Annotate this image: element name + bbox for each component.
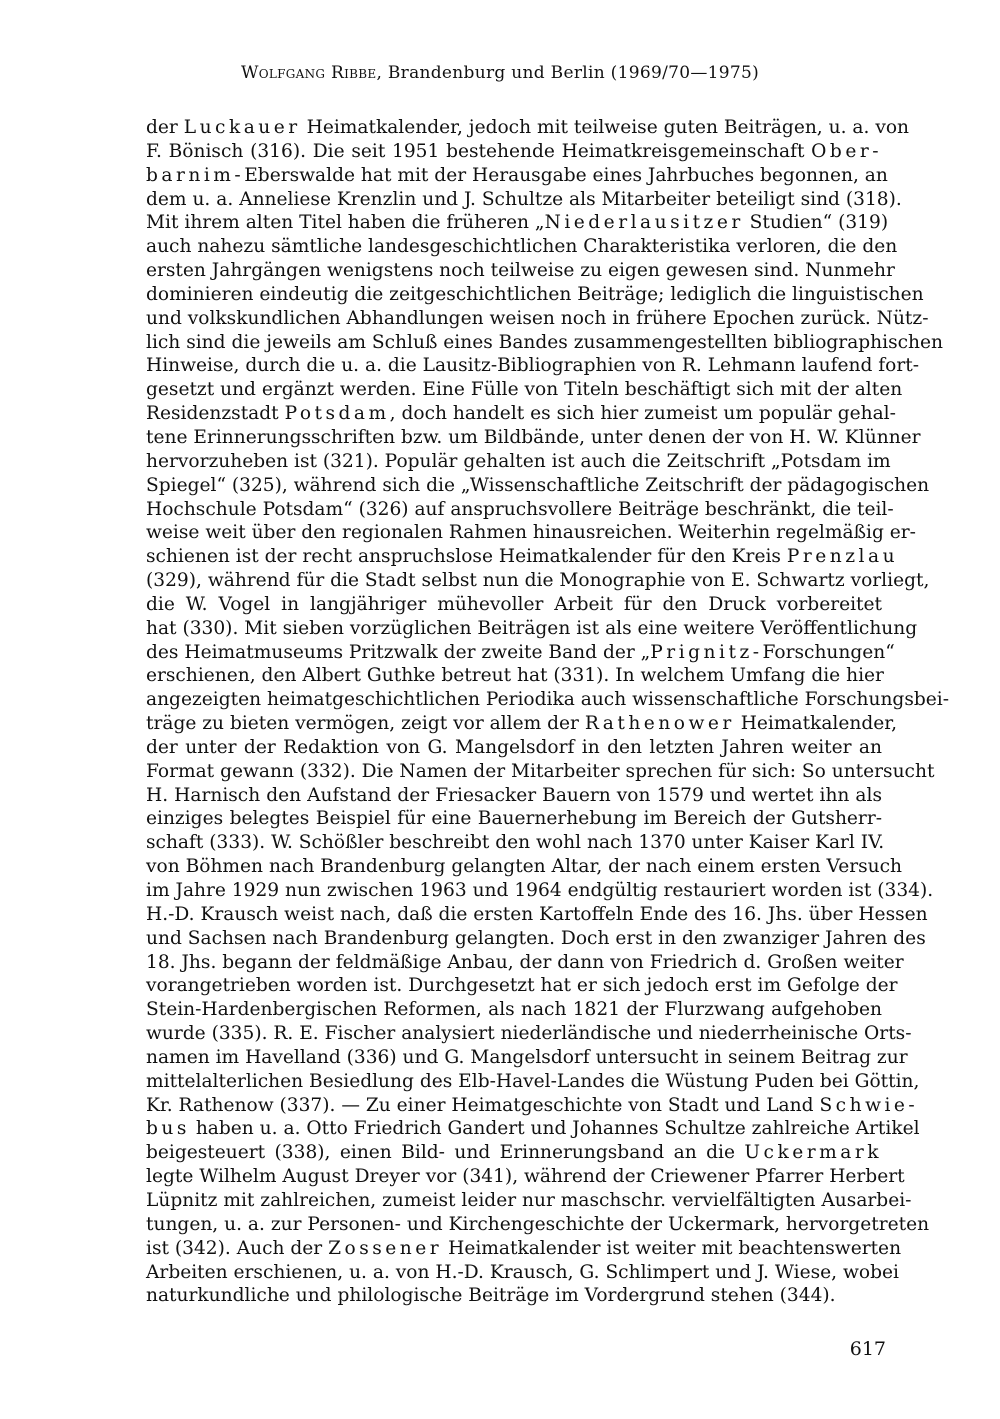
text-run: schaft (333). W. Schößler beschreibt den wohl nach 1370 unter Kaiser Karl IV. [146,832,885,854]
text-line [146,641,895,665]
body-text [146,116,950,1308]
text-run: Hochschule Potsdam“ (326) auf anspruchsvollere Beiträge beschränkt, die teil- [146,498,894,520]
text-run: Studien“ (319) [743,212,889,234]
text-run: (329), während für die Stadt selbst nun die Monographie von E. Schwartz vorliegt, [146,570,930,592]
text-line [146,1237,902,1261]
text-line [146,498,894,522]
text-run: Heimatkalender ist weiter mit beachtenswerten [442,1237,902,1259]
text-run: träge zu bieten vermögen, zeigt vor allem der [146,713,585,735]
text-run: , doch handelt es sich hier zumeist um populär gehal- [389,403,896,425]
text-line [146,259,895,283]
text-run: Kr. Rathenow (337). — Zu einer Heimatgeschichte von Stadt und Land [146,1094,820,1116]
text-run: tungen, u. a. zur Personen- und Kirchengeschichte der Uckermark, hervorgetreten [146,1213,930,1235]
spaced-emphasis: Prenzlau [786,546,899,568]
text-line [146,1046,908,1070]
text-line [146,903,928,927]
text-run: ersten Jahrgängen wenigstens noch teilweise zu eigen gewesen sind. Nunmehr [146,260,895,282]
text-run: hat (330). Mit sieben vorzüglichen Beiträgen ist als eine weitere Veröffentlichung [146,617,918,639]
spaced-emphasis: Luckauer [183,117,301,138]
text-run: die W. Vogel in langjähriger mühevoller Arbeit für den Druck vorbereitet [146,593,882,615]
spaced-emphasis: Niederlausitzer [544,212,744,234]
text-run: dem u. a. Anneliese Krenzlin und J. Schultze als Mitarbeiter beteiligt sind (318). [146,188,902,210]
text-line [146,188,902,212]
text-run: haben u. a. Otto Friedrich Gandert und Johannes Schultze zahlreiche Artikel [189,1118,920,1140]
text-run: und Sachsen nach Brandenburg gelangten. Doch erst in den zwanziger Jahren des [146,927,926,949]
text-run: erschienen, den Albert Guthke betreut hat (331). In welchem Umfang die hier [146,665,884,687]
text-run: einziges belegtes Beispiel für eine Bauernerhebung im Bereich der Gutsherr- [146,808,882,830]
text-run: vorangetrieben worden ist. Durchgesetzt hat er sich jedoch erst im Gefolge der [146,975,898,997]
text-line [146,354,920,378]
text-run: Hinweise, durch die u. a. die Lausitz-Bibliographien von R. Lehmann laufend fort- [146,355,920,377]
text-run: Format gewann (332). Die Namen der Mitarbeiter sprechen für sich: So untersucht [146,760,935,782]
text-line [146,927,926,951]
text-line [146,951,904,975]
page-number: 617 [849,1338,886,1360]
text-line [146,331,944,355]
text-run: Spiegel“ (325), während sich die „Wissenschaftliche Zeitschrift der pädagogischen [146,474,930,496]
text-run: dominieren eindeutig die zeitgeschichtlichen Beiträge; lediglich die linguistischen [146,283,924,305]
text-run: tene Erinnerungsschriften bzw. um Bildbände, unter denen der von H. W. Klünner [146,426,921,448]
text-line [146,450,891,474]
text-line [146,1165,905,1189]
spaced-emphasis: Zossener [328,1237,443,1259]
text-line [146,760,935,784]
text-run: beigesteuert (338), einen Bild- und Erinnerungsband an die [146,1142,745,1164]
text-line [146,784,882,808]
text-line [146,974,898,998]
text-line [146,998,882,1022]
text-run: Lüpnitz mit zahlreichen, zumeist leider nur maschschr. vervielfältigten Ausarbei- [146,1189,912,1211]
text-run: Stein-Hardenbergischen Reformen, als nach 1821 der Flurzwang aufgehoben [146,999,882,1021]
header-author: Wolfgang Ribbe [240,63,377,83]
text-line [146,307,929,331]
text-line [146,140,882,164]
text-line [146,569,930,593]
text-run: naturkundliche und philologische Beiträge im Vordergrund stehen (344). [146,1285,836,1307]
spaced-emphasis: Potsdam [284,403,390,425]
text-line [146,617,918,641]
text-line [146,593,882,617]
text-line [146,1213,930,1237]
text-run: ist (342). Auch der [146,1237,329,1259]
text-line [146,1022,912,1046]
text-run: gesetzt und ergänzt werden. Eine Fülle von Titeln beschäftigt sich mit der alten [146,379,903,401]
text-line [146,688,950,712]
text-line [146,116,909,140]
text-line [146,736,882,760]
text-run: H.-D. Krausch weist nach, daß die ersten Kartoffeln Ende des 16. Jhs. über Hessen [146,903,928,925]
text-run: und volkskundlichen Abhandlungen weisen noch in frühere Epochen zurück. Nütz- [146,307,929,329]
text-run: des Heimatmuseums Pritzwalk der zweite Band der „ [146,641,651,663]
text-run: im Jahre 1929 nun zwischen 1963 und 1964 endgültig restauriert worden ist (334). [146,880,934,901]
text-line [146,474,930,498]
spaced-emphasis: Rathenower [584,713,735,735]
text-line [146,521,916,545]
text-line [146,378,903,402]
spaced-emphasis: Schwie- [819,1094,919,1116]
text-run: von Böhmen nach Brandenburg gelangten Altar, der nach einem ersten Versuch [146,856,902,878]
text-line [146,879,934,903]
text-line [146,1141,882,1165]
text-line [146,664,882,688]
text-line [146,1261,899,1285]
text-run: Heimatkalender, jedoch mit teilweise guten Beiträgen, u. a. von [300,117,909,138]
text-run: H. Harnisch den Aufstand der Friesacker Bauern von 1579 und wertet ihn als [146,784,882,806]
spaced-emphasis: barnim- [146,164,245,186]
spaced-emphasis: Prignitz- [650,641,763,663]
text-run: Eberswalde hat mit der Herausgabe eines Jahrbuches begonnen, an [244,164,888,186]
text-run: lich sind die jeweils am Schluß eines Bandes zusammengestellten bibliographischen [146,331,944,353]
text-run: angezeigten heimatgeschichtlichen Periodika auch wissenschaftliche Forschungsbei- [146,689,950,711]
text-run: Residenzstadt [146,403,285,425]
text-run: hervorzuheben ist (321). Populär gehalten ist auch die Zeitschrift „Potsdam im [146,450,891,472]
spaced-emphasis: Uckermark [744,1142,882,1164]
text-run: Mit ihrem alten Titel haben die früheren „ [146,212,545,234]
text-line [146,855,902,879]
text-line [146,712,898,736]
text-line [146,426,921,450]
spaced-emphasis: Ober- [811,140,882,162]
text-line [146,283,924,307]
text-run: Arbeiten erschienen, u. a. von H.-D. Krausch, G. Schlimpert und J. Wiese, wobei [146,1261,899,1283]
text-run: namen im Havelland (336) und G. Mangelsdorf untersucht in seinem Beitrag zur [146,1046,908,1068]
text-run: wurde (335). R. E. Fischer analysiert niederländische und niederrheinische Orts- [146,1023,912,1045]
text-line [146,1117,920,1141]
running-head [0,62,1000,84]
text-run: mittelalterlichen Besiedlung des Elb-Havel-Landes die Wüstung Puden bei Göttin, [146,1070,920,1092]
text-run: legte Wilhelm August Dreyer vor (341), während der Criewener Pfarrer Herbert [146,1166,905,1188]
text-line [146,1189,912,1213]
header-title: , Brandenburg und Berlin (1969/70—1975) [376,63,760,83]
text-run: der [146,117,184,138]
text-run: F. Bönisch (316). Die seit 1951 bestehende Heimatkreisgemeinschaft [146,140,812,162]
text-run: 18. Jhs. begann der feldmäßige Anbau, der dann von Friedrich d. Großen weiter [146,951,904,973]
text-run: Heimatkalender, [734,713,898,735]
text-line [146,235,898,259]
text-line [146,807,882,831]
text-line [146,1094,919,1118]
text-run: Forschungen“ [762,641,895,663]
text-line [146,402,896,426]
text-run: schienen ist der recht anspruchslose Heimatkalender für den Kreis [146,546,787,568]
text-run: auch nahezu sämtliche landesgeschichtlichen Charakteristika verloren, die den [146,236,898,258]
text-line [146,164,888,188]
text-line [146,831,885,855]
text-run: der unter der Redaktion von G. Mangelsdorf in den letzten Jahren weiter an [146,736,882,758]
text-line [146,211,889,235]
text-line [146,1070,920,1094]
spaced-emphasis: bus [146,1118,190,1140]
text-run: weise weit über den regionalen Rahmen hinausreichen. Weiterhin regelmäßig er- [146,522,916,544]
text-line [146,1284,882,1308]
text-line [146,545,899,569]
